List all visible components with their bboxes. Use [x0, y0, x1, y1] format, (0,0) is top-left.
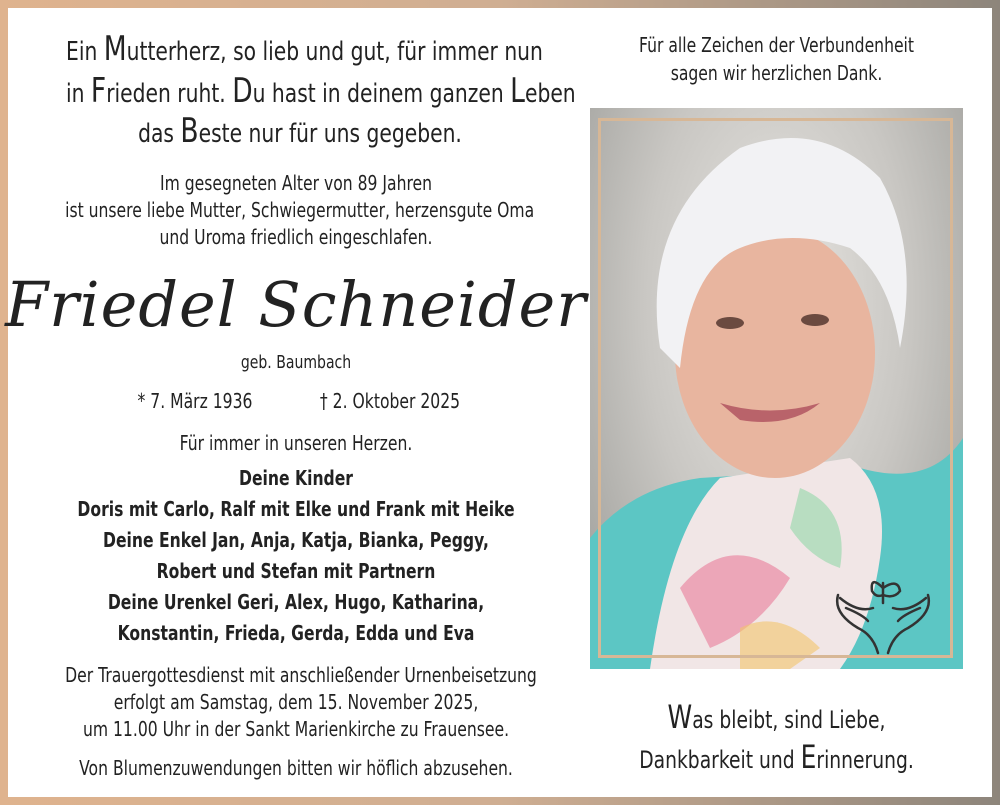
service-line: erfolgt am Samstag, dem 15. November 2025,: [113, 690, 479, 714]
death-date: † 2. Oktober 2025: [319, 389, 461, 413]
family-line: Konstantin, Frieda, Gerda, Edda und Eva: [117, 621, 475, 645]
intro-line: Im gesegneten Alter von 89 Jahren: [159, 171, 433, 195]
poem-line-3: das Beste nur für uns gegeben.: [138, 111, 462, 151]
family-line: Deine Kinder: [239, 466, 353, 490]
portrait-photo: [590, 108, 963, 669]
deceased-name: Friedel Schneider: [5, 268, 587, 341]
thanks-line: sagen wir herzlichen Dank.: [670, 61, 883, 85]
poem-line-1: Ein Mutterherz, so lieb und gut, für immer nun: [66, 29, 543, 69]
family-line: Doris mit Carlo, Ralf mit Elke und Frank mit Heike: [77, 497, 515, 521]
closing-line-2: Dankbarkeit und Erinnerung.: [639, 738, 914, 776]
intro-line: und Uroma friedlich eingeschlafen.: [159, 225, 433, 249]
hands-butterfly-icon: [828, 573, 938, 663]
family-line: Deine Enkel Jan, Anja, Katja, Bianka, Peggy,: [103, 528, 489, 552]
service-line: um 11.00 Uhr in der Sankt Marienkirche zu Frauensee.: [82, 717, 510, 741]
birth-date: * 7. März 1936: [137, 389, 253, 413]
closing-line-1: Was bleibt, sind Liebe,: [667, 698, 886, 736]
motto: Für immer in unseren Herzen.: [179, 431, 413, 455]
poem-line-2: in Frieden ruht. Du hast in deinem ganzen Leben: [66, 71, 576, 111]
family-line: Robert und Stefan mit Partnern: [156, 559, 436, 583]
flowers-note: Von Blumenzuwendungen bitten wir höflich abzusehen.: [79, 756, 513, 780]
maiden-name: geb. Baumbach: [240, 352, 352, 373]
thanks-line: Für alle Zeichen der Verbundenheit: [638, 33, 915, 57]
family-line: Deine Urenkel Geri, Alex, Hugo, Katharina,: [107, 590, 485, 614]
intro-line: ist unsere liebe Mutter, Schwiegermutter, herzensgute Oma: [65, 198, 535, 222]
service-line: Der Trauergottesdienst mit anschließender Urnenbeisetzung: [65, 663, 537, 687]
